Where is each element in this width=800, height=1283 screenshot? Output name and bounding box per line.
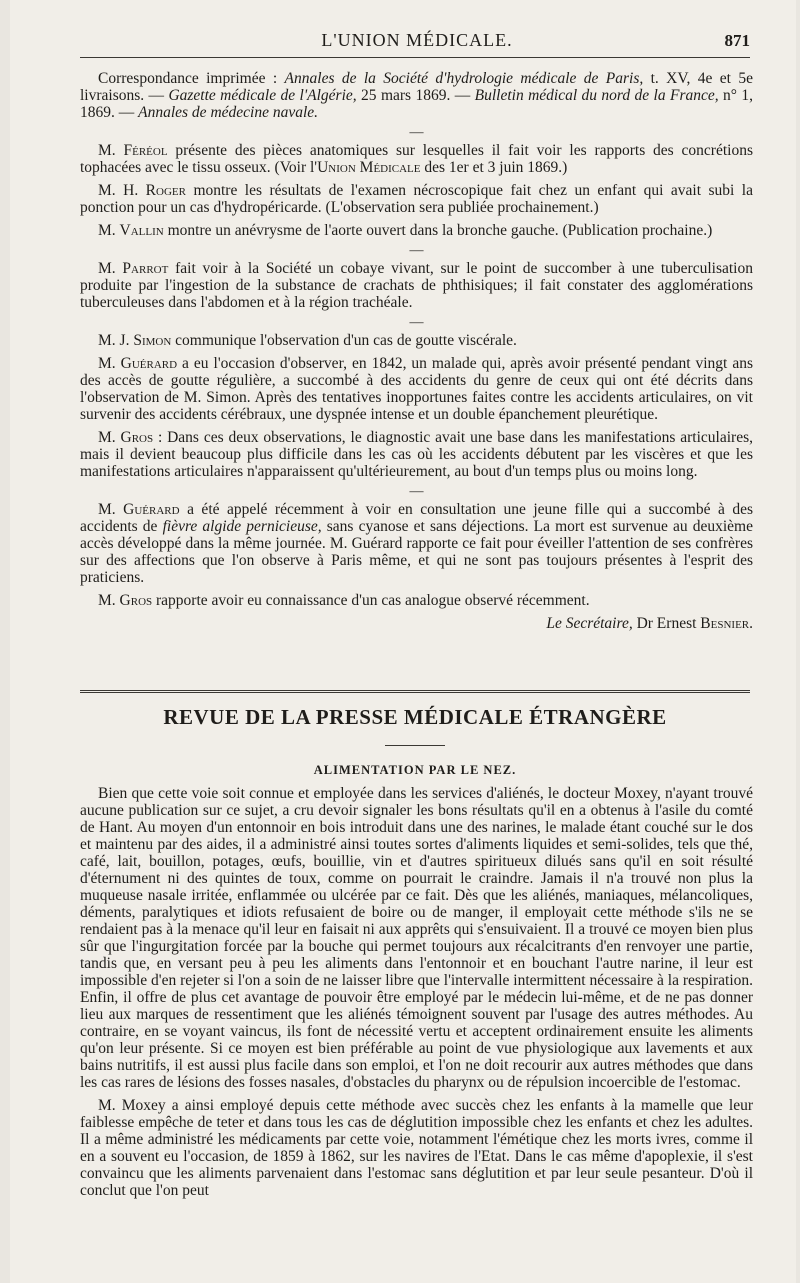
text-run: montre un anévrysme de l'aorte ouvert dans la bronche gauche. (Publication prochaine.) [163,222,713,239]
text-run: Annales de médecine navale. [138,104,319,121]
fereol-paragraph [80,142,753,176]
separator-dash: — [409,243,424,258]
text-run: des 1er et 3 juin 1869.) [420,159,568,176]
text-run: M. [98,592,120,609]
separator-dash: — [409,484,424,499]
text-run: présente des pièces anatomiques sur lesquelles il fait voir les rapports des concrétions tophacées avec le tissu osseux. (Voir l' [80,142,753,176]
article-paragraph-2 [80,1097,753,1199]
guerard-paragraph-1 [80,355,753,423]
header-rule [80,57,750,58]
text-run: Guérard [120,355,178,372]
article-paragraph-1 [80,785,753,1091]
separator-dash: — [409,125,424,140]
roger-paragraph [80,182,753,216]
text-run: M. [98,429,121,446]
text-run: rapporte avoir eu connaissance d'un cas analogue observé récemment. [152,592,590,609]
text-run: Parrot [122,260,169,277]
text-run: . [749,615,753,632]
correspondance-paragraph [80,70,753,121]
text-run: M. [98,142,124,159]
page-number: 871 [724,31,750,50]
separator-dash: — [409,315,424,330]
text-run: sans cyanose et sans déjections. La mort est survenue au deuxième accès développé dans la même journée. M. Guérard rapporte ce fait pour éveiller l'attention de ses confrères sur des affections que l'on observe à Paris même, et qui ne sont pas toujours présentes à l'esprit des praticiens. [80,518,753,586]
text-run: Annales de la Société d'hydrologie médicale de Paris, [284,70,644,87]
text-run: M. J. [98,332,134,349]
secretary-signature [80,615,753,632]
text-run: M. [98,222,120,239]
text-run: fait voir à la Société un cobaye vivant, sur le point de succomber à une tuberculisation produite par l'ingestion de la substance de crachats de phthisiques; il fait constater des agglomérations tuberculeuses dans l'abdomen et à la région trachéale. [80,260,753,311]
simon-paragraph [80,332,753,349]
text-run: a eu l'occasion d'observer, en 1842, un malade qui, après avoir présenté pendant vingt ans des accès de goutte régulière, a succombé à des accidents du genre de ceux qui ont été décrits dans l'observation de M. Simon. Après des tentatives inopportunes faites contre les accidents articulaires, on vit survenir des accidents cérébraux, une dyspnée intense et un double épanchement pleurétique. [80,355,753,423]
text-run: Simon [133,332,172,349]
text-run: Gazette médicale de l'Algérie, [168,87,357,104]
short-rule [385,745,445,746]
text-run: communique l'observation d'un cas de goutte viscérale. [171,332,517,349]
parrot-paragraph [80,260,753,311]
text-run: Union Médicale [317,159,421,176]
text-run: M. Moxey a ainsi employé depuis cette méthode avec succès chez les enfants à la mamelle que leur faiblesse empêche de teter et dans tous les cas de déglutition impossible chez les enfants et chez les adultes. Il a même administré les médicaments par cette voie, notamment l'émétique chez les morts ivres, comme il en a souvent eu l'occasion, de 1859 à 1862, sur les navires de l'Etat. Dans le cas même d'apoplexie, il s'est convaincu que les aliments parvenaient dans l'estomac sans déglutition et par leur seule pesanteur. D'où il conclut que l'on peut [80,1097,753,1199]
gros-paragraph-2 [80,592,753,609]
text-run: Vallin [119,222,164,239]
text-run: t. XV, 4e et 5e livraisons. — [80,70,753,104]
article-body [80,785,753,1205]
guerard-paragraph-2 [80,501,753,586]
text-run: M. [98,355,121,372]
text-run: Bien que cette voie soit connue et employée dans les services d'aliénés, le docteur Moxey, n'ayant trouvé aucune publication sur ce sujet, a cru devoir signaler les bons résultats qu'il en a obtenus à l'asile du comté de Hant. Au moyen d'un entonnoir en bois introduit dans une des narines, le malade étant couché sur le dos et maintenu par des aides, il a administré ainsi toutes sortes d'aliments liquides et semi-solides, tels que thé, café, lait, bouillon, potages, œufs, bouillie, vin et d'autres spiritueux dilués sans qu'il en soit résulté d'éternument ni des quintes de toux, comme on pourrait le craindre. Jamais il n'a trouvé non plus la muqueuse nasale irritée, enflammée ou ulcérée par ce fait. Dès que les aliénés, maniaques, mélancoliques, déments, paralytiques et idiots refusaient de boire ou de manger, il employait cette méthode s'ils ne se rendaient pas à la menace qu'il leur en faisait ni aux apprêts qui s'ensuivaient. Il a trouvé ce moyen bien plus sûr que l'ingurgitation forcée par la bouche qui permet toujours aux récalcitrants d'en renvoyer une partie, tandis que, en versant peu à peu les aliments dans l'entonnoir et en bouchant l'autre narine, il leur est impossible d'en rejeter si l'on a soin de ne laisser libre que l'intervalle intermittent nécessaire à la respiration. Enfin, il offre de plus cet avantage de pouvoir être employé par le médecin lui-même, et de ne pas donner lieu aux marques de ressentiment que les aliénés témoignent souvent par l'usage des autres méthodes. Au contraire, en se voyant vaincus, ils font de nécessité vertu et acceptent ordinairement ensuite les aliments qu'on leur présente. Si ce moyen est bien préférable au point de vue physiologique aux lavements et aux bains nutritifs, il est aussi plus facile dans son emploi, et l'on ne doit recourir aux autres méthodes que dans les cas rares de lésions des fosses nasales, d'obstacles du pharynx ou de répulsion incoercible de l'estomac. [80,785,753,1091]
vallin-paragraph [80,222,753,239]
text-run: fièvre algide pernicieuse, [162,518,322,535]
text-run: Bulletin médical du nord de la France, [474,87,719,104]
text-run: : Dans ces deux observations, le diagnostic avait une base dans les manifestations articulaires, mais il devient beaucoup plus difficile dans les cas où les accidents débutent par les viscères et que les manifestations articulaires n'apparaissent qu'ultérieurement, au bout d'un temps plus ou moins long. [80,429,753,480]
society-proceedings [80,70,753,638]
text-run: Gros [119,592,153,609]
article-title: ALIMENTATION PAR LE NEZ. [313,763,517,777]
text-run: Gros [120,429,154,446]
text-run: n° 1, 1869. — [80,87,753,121]
text-run: Guérard [123,501,180,518]
text-run: montre les résultats de l'examen nécroscopique fait chez un enfant qui avait subi la ponction pour un cas d'hydropéricarde. (L'observation sera publiée prochainement.) [80,182,753,216]
journal-title: L'UNION MÉDICALE. [321,30,513,50]
text-run: 25 mars 1869. — [356,87,475,104]
text-run: Roger [145,182,186,199]
gros-paragraph-1 [80,429,753,480]
text-run: Féréol [123,142,168,159]
text-run: Correspondance imprimée : [98,70,285,87]
section-title: REVUE DE LA PRESSE MÉDICALE ÉTRANGÈRE [163,705,667,729]
section-double-rule [80,690,750,693]
running-header [72,30,762,56]
text-run: a été appelé récemment à voir en consultation une jeune fille qui a succombé à des accidents de [80,501,753,535]
text-run: Dr Ernest [632,615,701,632]
text-run: M. [98,260,123,277]
text-run: Besnier [700,615,750,632]
text-run: Le Secrétaire, [546,615,633,632]
text-run: M. H. [98,182,146,199]
text-run: M. [98,501,124,518]
